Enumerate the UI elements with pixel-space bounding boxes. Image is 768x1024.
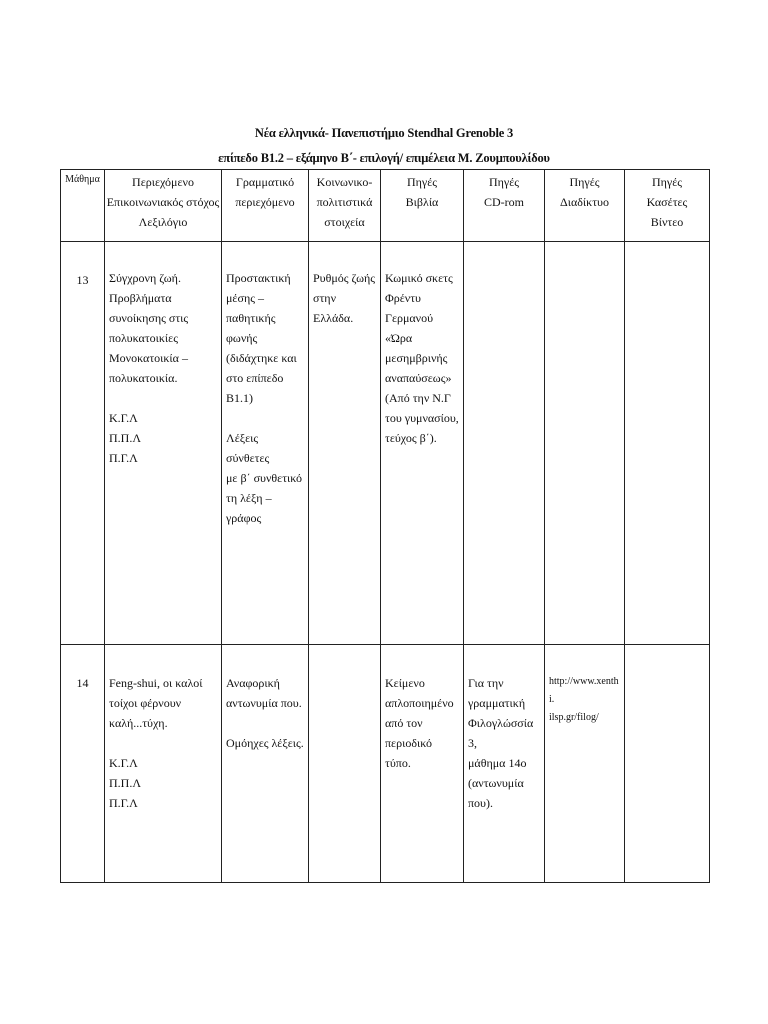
cdrom-cell bbox=[464, 645, 545, 883]
grammar-text: Αναφορική αντωνυμία που. Ομόηχες λέξεις. bbox=[226, 676, 304, 750]
table-header-row bbox=[61, 170, 710, 242]
internet-link[interactable]: http://www.xenthi. ilsp.gr/filog/ bbox=[549, 676, 619, 723]
header-books: Πηγές Βιβλία bbox=[381, 170, 464, 242]
lesson-number: 14 bbox=[76, 676, 89, 690]
internet-cell[interactable] bbox=[545, 645, 625, 883]
cdrom-text bbox=[464, 242, 544, 268]
culture-cell bbox=[309, 242, 381, 645]
content-text: Σύγχρονη ζωή. Προβλήματα συνοίκησης στις πολυκατοικίες Μονοκατοικία – πολυκατοικία. Κ.Γ.Λ Π.Π.Λ Π.Γ.Λ bbox=[109, 271, 189, 465]
culture-text bbox=[309, 645, 380, 673]
books-cell bbox=[381, 242, 464, 645]
tapes-text bbox=[625, 645, 709, 673]
lesson-number: 13 bbox=[76, 273, 89, 287]
content-text: Feng-shui, οι καλοί τοίχοι φέρνουν καλή...τύχη. Κ.Γ.Λ Π.Π.Λ Π.Γ.Λ bbox=[109, 676, 203, 810]
content-cell bbox=[105, 242, 222, 645]
table-row bbox=[61, 242, 710, 645]
lesson-number-cell bbox=[61, 242, 105, 645]
grammar-text: Προστακτική μέσης – παθητικής φωνής (διδάχτηκε και στο επίπεδο Β1.1) Λέξεις σύνθετες με β΄ συνθετικό τη λέξη –γράφος bbox=[226, 271, 303, 525]
internet-cell bbox=[545, 242, 625, 645]
header-culture: Κοινωνικο- πολιτιστικά στοιχεία bbox=[309, 170, 381, 242]
cdrom-text: Για την γραμματική Φιλογλώσσία 3, μάθημα 14ο (αντωνυμία που). bbox=[468, 676, 534, 810]
grammar-cell bbox=[222, 242, 309, 645]
culture-text: Ρυθμός ζωής στην Ελλάδα. bbox=[313, 271, 376, 325]
header-tapes: Πηγές Κασέτες Βίντεο bbox=[625, 170, 710, 242]
document-subtitle: επίπεδο Β1.2 – εξάμηνο Β΄- επιλογή/ επιμέλεια Μ. Ζουμπουλίδου bbox=[218, 151, 550, 165]
tapes-cell bbox=[625, 242, 710, 645]
syllabus-table bbox=[60, 169, 710, 883]
content-cell bbox=[105, 645, 222, 883]
header-internet: Πηγές Διαδίκτυο bbox=[545, 170, 625, 242]
grammar-cell bbox=[222, 645, 309, 883]
culture-cell bbox=[309, 645, 381, 883]
header-lesson: Μάθημα bbox=[61, 170, 105, 242]
internet-text bbox=[545, 242, 624, 268]
table-row bbox=[61, 645, 710, 883]
document-title: Νέα ελληνικά- Πανεπιστήμιο Stendhal Grenoble 3 bbox=[254, 126, 514, 140]
header-content: Περιεχόμενο Επικοινωνιακός στόχος Λεξιλόγιο bbox=[105, 170, 222, 242]
header-grammar: Γραμματικό περιεχόμενο bbox=[222, 170, 309, 242]
books-cell bbox=[381, 645, 464, 883]
header-cdrom: Πηγές CD-rom bbox=[464, 170, 545, 242]
books-text: Κείμενο απλοποιημένο από τον περιοδικό τύπο. bbox=[385, 676, 454, 770]
lesson-number-cell bbox=[61, 645, 105, 883]
books-text: Κωμικό σκετς Φρέντυ Γερμανού «Ώρα μεσημβρινής αναπαύσεως» (Από την Ν.Γ του γυμνασίου, τεύχος β΄). bbox=[385, 271, 459, 445]
tapes-text bbox=[625, 242, 709, 268]
tapes-cell bbox=[625, 645, 710, 883]
cdrom-cell bbox=[464, 242, 545, 645]
